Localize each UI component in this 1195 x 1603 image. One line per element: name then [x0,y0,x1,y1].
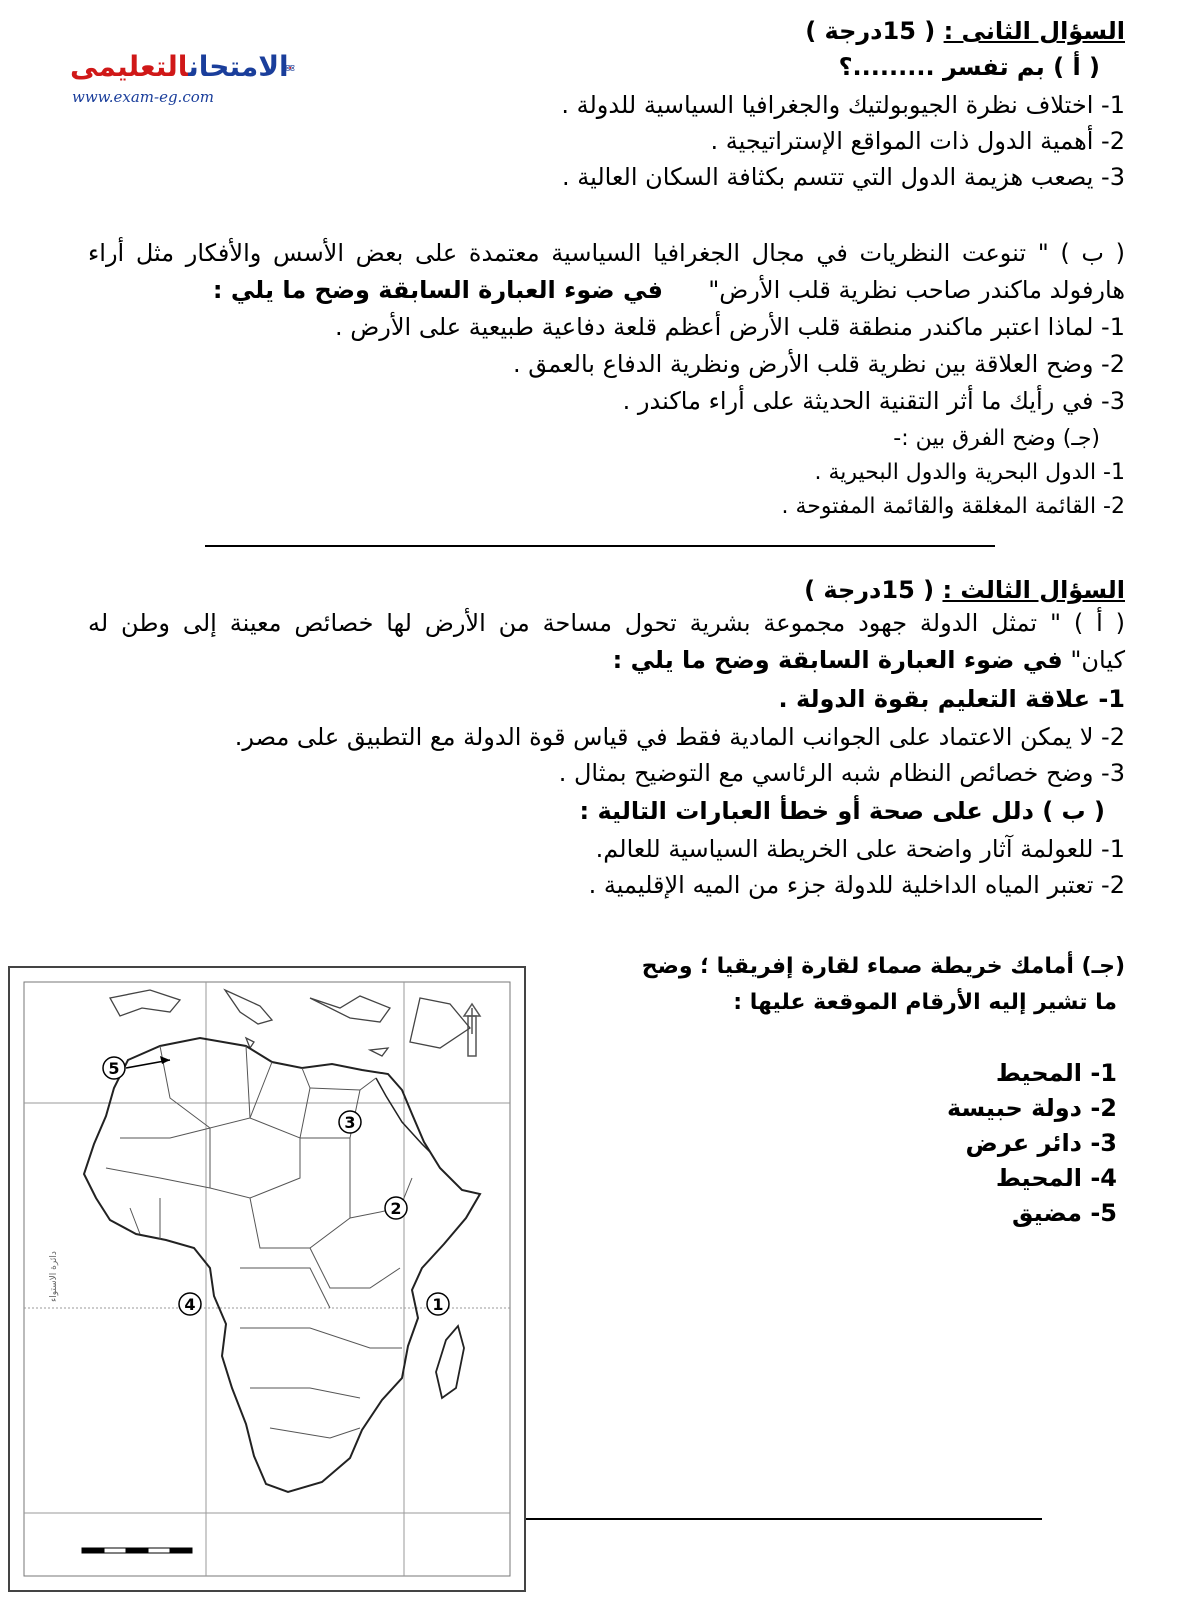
equator-label: دائرة الاستواء [49,1251,59,1302]
map-marker-1-text: 1 [432,1295,444,1314]
q3-a-quote-end: كيان" [1070,646,1125,674]
q3-marks: ( 15درجة ) [804,576,935,604]
africa-outline-map [8,966,526,1592]
q2-b-line1: ( ب ) " تنوعت النظريات في مجال الجغرافيا السياسية معتمدة على بعض الأسس والأفكار مثل أراء [88,239,1125,267]
map-marker-5 [103,1056,170,1079]
map-label-3: 3- دائر عرض [965,1129,1117,1157]
logo-wordmark [70,50,289,83]
q2-a-item-3: 3- يصعب هزيمة الدول التي تتسم بكثافة السكان العالية . [561,163,1125,191]
q2-c-title: (جـ) وضح الفرق بين :- [893,426,1100,451]
q2-b-instruction: في ضوء العبارة السابقة وضح ما يلي : [212,276,663,304]
q2-a-item-2: 2- أهمية الدول ذات المواقع الإستراتيجية . [710,127,1125,155]
q2-a-item-1: 1- اختلاف نظرة الجيوبولتيك والجغرافيا السياسية للدولة . [561,91,1125,119]
q3-a-item-2: 2- لا يمكن الاعتماد على الجوانب المادية فقط في قياس قوة الدولة مع التطبيق على مصر. [234,723,1125,751]
q2-b-quote-end: هارفولد ماكندر صاحب نظرية قلب الأرض" [708,276,1125,304]
map-marker-4-text: 4 [184,1295,196,1314]
q3-a-line1: ( أ ) " تمثل الدولة جهود مجموعة بشرية تحول مساحة من الأرض لها خصائص معينة إلى وطن له [88,609,1125,637]
logo-part-blue: الامتحان [188,50,289,83]
q3-a-item-1: 1- علاقة التعليم بقوة الدولة . [778,685,1125,713]
q3-a-instruction: في ضوء العبارة السابقة وضح ما يلي : [612,646,1063,674]
q2-heading: السؤال الثانى : [943,17,1125,45]
q2-b-line2 [213,275,1125,305]
map-marker-1 [427,1293,449,1315]
q2-marks: ( 15درجة ) [805,17,936,45]
answer-line [512,1518,1042,1520]
q2-c-item-2: 2- القائمة المغلقة والقائمة المفتوحة . [781,494,1125,519]
atom-icon [285,44,345,94]
q3-b-item-2: 2- تعتبر المياه الداخلية للدولة جزء من الميه الإقليمية . [588,871,1125,899]
logo-url: www.exam-eg.com [72,88,214,106]
map-marker-3 [339,1111,361,1133]
q2-b-item-2: 2- وضح العلاقة بين نظرية قلب الأرض ونظرية الدفاع بالعمق . [512,350,1125,378]
scale-bar [82,1548,192,1553]
map-marker-4 [179,1293,201,1315]
q3-a-line2 [613,645,1125,675]
map-marker-5-text: 5 [108,1059,120,1078]
map-label-5: 5- مضيق [1012,1199,1117,1227]
q2-a-title: ( أ ) بم تفسر .........؟ [838,53,1100,81]
map-marker-2 [385,1197,407,1219]
q3-heading: السؤال الثالث : [942,576,1125,604]
q3-c-title-line1: (جـ) أمامك خريطة صماء لقارة إفريقيا ؛ وضح [641,954,1125,979]
logo-part-red: التعليمى [70,50,189,83]
map-marker-3-text: 3 [344,1113,356,1132]
q2-b-item-1: 1- لماذا اعتبر ماكندر منطقة قلب الأرض أعظم قلعة دفاعية طبيعية على الأرض . [335,313,1125,341]
map-label-1: 1- المحيط [995,1059,1117,1087]
map-label-2: 2- دولة حبيسة [946,1094,1117,1122]
map-marker-2-text: 2 [390,1199,402,1218]
map-label-4: 4- المحيط [995,1164,1117,1192]
q2-c-item-1: 1- الدول البحرية والدول البحيرية . [814,460,1125,485]
q3-c-title-line2: ما تشير إليه الأرقام الموقعة عليها : [733,990,1117,1015]
q3-heading-row [804,575,1125,605]
q2-b-item-3: 3- في رأيك ما أثر التقنية الحديثة على أراء ماكندر . [622,387,1125,415]
q3-b-title: ( ب ) دلل على صحة أو خطأ العبارات التالية : [579,797,1105,825]
q2-heading-row [805,16,1125,46]
section-divider [205,545,995,547]
q3-b-item-1: 1- للعولمة آثار واضحة على الخريطة السياسية للعالم. [595,835,1125,863]
q3-a-item-3: 3- وضح خصائص النظام شبه الرئاسي مع التوضيح بمثال . [558,759,1125,787]
africa-map-drawing [10,968,524,1590]
